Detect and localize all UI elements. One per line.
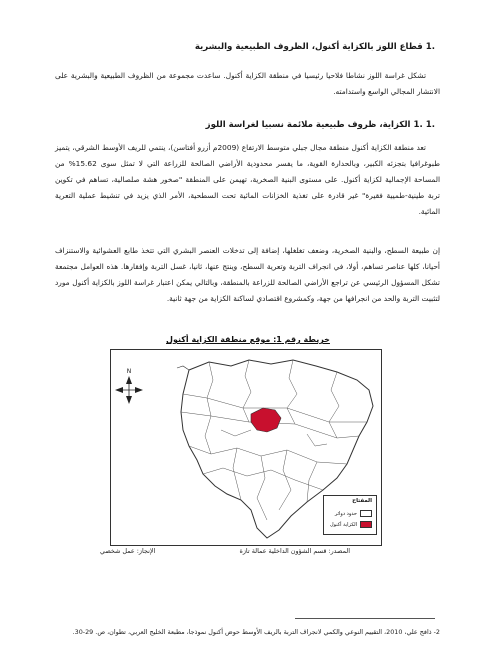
footnote-divider [295, 618, 435, 619]
legend-item-aknoul [330, 521, 372, 528]
intro-text: تشكل غراسة اللوز نشاطا فلاحيا رئيسيا في منطقة الكزاية أكنول. ساعدت مجموعة من الظروف الطبيعية والبشرية على الانتشار المجالي الواسع واستدامته. [55, 71, 440, 96]
legend-label-boundaries: حدود دوائر [334, 510, 357, 517]
map-caption: خريطة رقم 1: موقع منطقة الكزاية أكنول [166, 335, 330, 344]
legend-swatch-aknoul [360, 521, 372, 528]
section-heading: .1 قطاع اللوز بالكزاية أكنول، الظروف الطبيعية والبشرية [194, 42, 435, 52]
map-source: المصدر: قسم الشؤون الداخلية عمالة تازة [239, 547, 350, 555]
paragraph-2 [55, 243, 440, 307]
legend-title: المفتاح [352, 498, 372, 504]
legend-item-boundaries [335, 510, 372, 517]
highlighted-region [251, 408, 281, 432]
north-label: N [126, 368, 132, 375]
paragraph-1 [55, 140, 440, 220]
paragraph-1-text: تعد منطقة الكزاية أكنول منطقة مجال جبلي متوسط الارتفاع (2009م أزرو أفتاسن)، ينتمي للريف الأوسط الشرقي، يتميز طبوغرافيا بتجزئه الكبير، وبالحدارة القوية، ما يفسر محدودية الأراضي الصالحة للزراعة التي لا تمثل سوى 15.62% من المساحة الإجمالية لكزاية أكنول. على مستوى البنية الصخرية، تهيمن على المنطقة "صخور هشة صلصالية، تساهم في تكوين تربة طينية-طميية فقيرة" غير قادرة على تغذية الخزانات المائية تحت السطحية، الأمر الذي يزيد في تنشيط عملية التعرية المائية. [55, 143, 440, 216]
subsection-heading: .1 .1 الكزاية، ظروف طبيعية ملائمة نسبيا لغراسة اللوز [205, 120, 435, 130]
legend-swatch-boundaries [360, 510, 372, 517]
paragraph-2-text: إن طبيعة السطح، والبنية الصخرية، وضعف تغلغلها، إضافة إلى تدخلات العنصر البشري التي تتخذ طابع العشوائية والاستنزاف أحيانا، كلها عناصر تساهم، أولا، في انجراف التربة وتعرية السطح، وينتج عنها، ثانيا، غسل التربة وإفقارها. هذه العوامل مجتمعة تشكل المسؤول الرئيسي عن تراجع الأراضي الصالحة للزراعة بالمنطقة، وبالتالي يمكن اعتبار غراسة اللوز بالكزاية أكنول مورد لتثبيت التربة والحد من انجرافها من جهة، وكمشروع اقتصادي لساكنة الكزاية من جهة ثانية. [55, 246, 440, 303]
map-legend [323, 495, 377, 535]
footnote: 2- ذافج علي، 2010، التقييم النوعي والكمي لانجراف التربة بالريف الأوسط حوض أكنول نموذجا، مطبعة الخليج العربي، تطوان، ص. 29-30. [72, 628, 440, 636]
map-author: الإنجاز: عمل شخصي [100, 547, 156, 555]
legend-label-aknoul: الكزاية أكنول [330, 521, 357, 528]
location-map [110, 349, 382, 546]
intro-paragraph [55, 68, 440, 100]
